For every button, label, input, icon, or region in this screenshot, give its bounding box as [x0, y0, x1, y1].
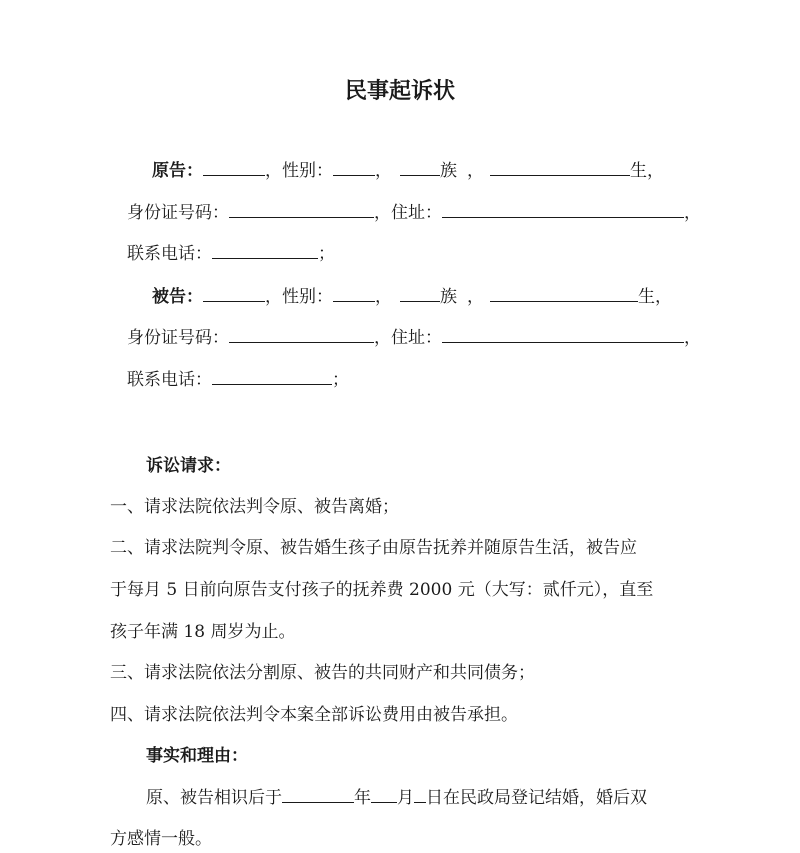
defendant-id-blank	[229, 327, 374, 343]
claim-item-1: 一、请求法院依法判令原、被告离婚；	[110, 497, 399, 517]
facts-line-1	[146, 787, 647, 809]
defendant-ethnicity-blank	[400, 286, 440, 302]
separator: ，	[684, 328, 701, 348]
separator: ，	[467, 161, 484, 181]
plaintiff-line-2	[127, 202, 701, 224]
document-title: 民事起诉状	[344, 79, 455, 104]
defendant-phone-label: 联系电话：	[127, 370, 212, 390]
year-label: 年	[354, 788, 371, 808]
marriage-day-blank	[414, 787, 426, 803]
defendant-line-3	[127, 369, 349, 391]
defendant-gender-blank	[333, 286, 375, 302]
separator: ，	[467, 287, 484, 307]
plaintiff-id-label: 身份证号码：	[127, 203, 229, 223]
separator: ，	[375, 161, 392, 181]
marriage-year-blank	[282, 787, 354, 803]
separator: ；	[332, 370, 349, 390]
defendant-gender-label: ，性别：	[265, 287, 333, 307]
plaintiff-line-1	[152, 160, 664, 182]
claim-item-2-line-1: 二、请求法院判令原、被告婚生孩子由原告抚养并随原告生活，被告应	[110, 538, 637, 558]
facts-line-2: 方感情一般。	[110, 829, 212, 849]
plaintiff-born-label: 生，	[630, 161, 664, 181]
defendant-id-label: 身份证号码：	[127, 328, 229, 348]
claim-item-3: 三、请求法院依法分割原、被告的共同财产和共同债务；	[110, 663, 535, 683]
claim-item-4: 四、请求法院依法判令本案全部诉讼费用由被告承担。	[110, 705, 518, 725]
defendant-phone-blank	[212, 369, 332, 385]
claim-item-2-line-3: 孩子年满 18 周岁为止。	[110, 622, 296, 642]
facts-heading: 事实和理由：	[146, 746, 248, 766]
plaintiff-phone-label: 联系电话：	[127, 244, 212, 264]
defendant-line-1	[152, 286, 672, 308]
defendant-address-label: ，住址：	[374, 328, 442, 348]
defendant-ethnicity-label: 族	[440, 287, 457, 307]
facts-text: 原、被告相识后于	[146, 788, 282, 808]
defendant-name-blank	[203, 286, 265, 302]
plaintiff-gender-label: ，性别：	[265, 161, 333, 181]
plaintiff-name-blank	[203, 160, 265, 176]
plaintiff-line-3	[127, 243, 335, 265]
marriage-month-blank	[371, 787, 397, 803]
plaintiff-birth-blank	[490, 160, 630, 176]
month-label: 月	[397, 788, 414, 808]
claims-heading: 诉讼请求：	[146, 456, 231, 476]
separator: ；	[318, 244, 335, 264]
defendant-birth-blank	[490, 286, 638, 302]
claim-item-2-line-2: 于每月 5 日前向原告支付孩子的抚养费 2000 元（大写：贰仟元），直至	[110, 580, 654, 600]
defendant-born-label: 生，	[638, 287, 672, 307]
separator: ，	[375, 287, 392, 307]
plaintiff-id-blank	[229, 202, 374, 218]
plaintiff-phone-blank	[212, 243, 318, 259]
plaintiff-ethnicity-blank	[400, 160, 440, 176]
separator: ，	[684, 203, 701, 223]
plaintiff-label: 原告：	[152, 161, 203, 181]
defendant-line-2	[127, 327, 701, 349]
defendant-address-blank	[442, 327, 684, 343]
defendant-label: 被告：	[152, 287, 203, 307]
plaintiff-address-blank	[442, 202, 684, 218]
plaintiff-gender-blank	[333, 160, 375, 176]
plaintiff-address-label: ，住址：	[374, 203, 442, 223]
facts-text: 日在民政局登记结婚，婚后双	[426, 788, 647, 808]
plaintiff-ethnicity-label: 族	[440, 161, 457, 181]
